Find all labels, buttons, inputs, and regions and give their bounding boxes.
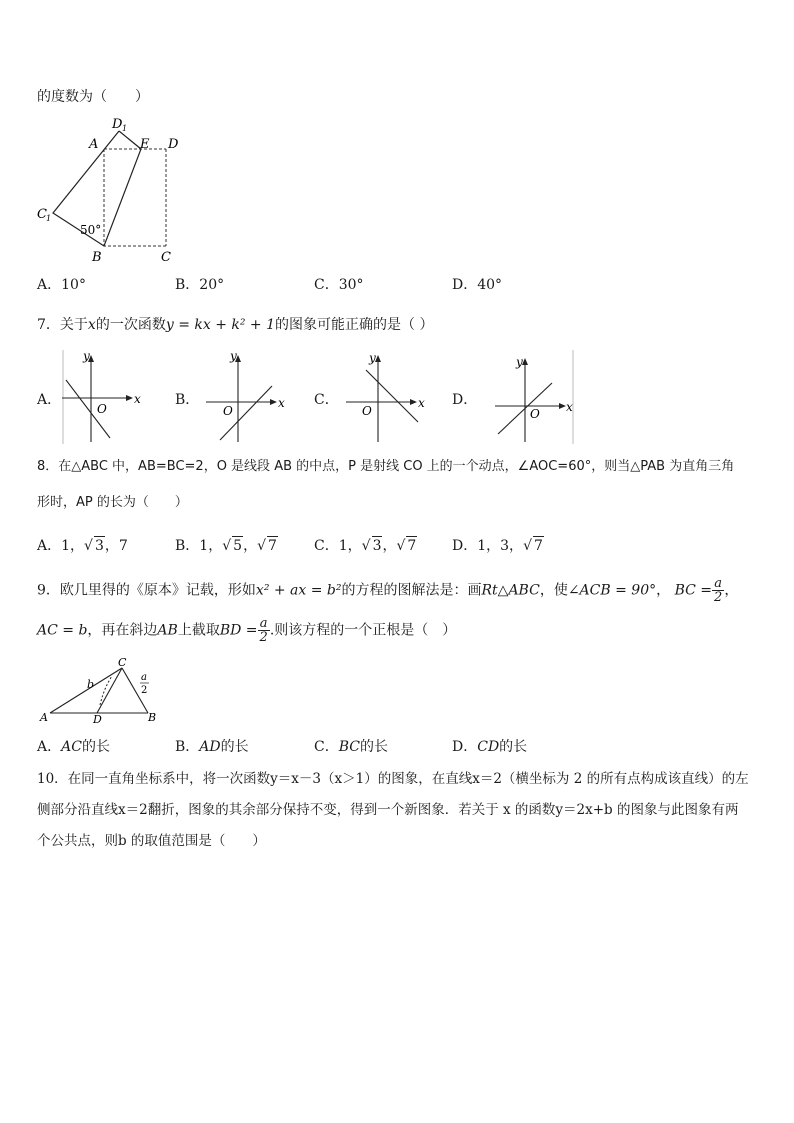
option-text: 10° [61, 277, 86, 293]
q8-option-c[interactable] [314, 536, 417, 555]
q9-option-d[interactable] [452, 738, 527, 756]
option-segment: CD [477, 739, 500, 755]
sqrt-icon: √ [361, 538, 371, 554]
option-segment: AD [199, 739, 221, 755]
label-D1: D [112, 117, 123, 132]
q8-stem-line1: 8．在△ABC 中，AB=BC=2，O 是线段 AB 的中点，P 是射线 CO 上的一个动点，∠AOC=60°，则当△PAB 为直角三角 [37, 459, 735, 474]
radicand: 7 [267, 538, 277, 554]
option-text: 的长 [499, 739, 528, 755]
option-letter: A． [37, 538, 62, 554]
option-letter: A． [37, 739, 62, 755]
option-text: 1，3， [477, 538, 524, 554]
fraction-a-over-2 [712, 577, 724, 604]
radicand: 3 [372, 538, 382, 554]
option-text: 的长 [220, 739, 249, 755]
q6-stem-tail: 的度数为（ ） [37, 89, 149, 105]
option-text: ， [382, 538, 397, 554]
option-text: 1， [338, 538, 362, 554]
fraction-a-over-2 [258, 617, 270, 644]
stem-text: ， [656, 582, 671, 599]
label-2: 2 [141, 685, 148, 696]
question-number: 7． [37, 317, 60, 333]
label-B: B [148, 711, 157, 724]
label-angle: 50° [80, 223, 102, 237]
q7-option-b[interactable]: B． [175, 392, 200, 408]
sqrt-icon: √ [257, 538, 266, 554]
label-C1-sub: 1 [46, 214, 52, 223]
label-C: C [118, 656, 127, 669]
q6-option-c[interactable] [314, 276, 364, 294]
fraction-denominator: 2 [259, 630, 268, 645]
radicand: 5 [233, 538, 243, 554]
q8-option-d[interactable] [452, 536, 544, 555]
q9-option-c[interactable] [314, 738, 388, 756]
q10-stem-line1: 10．在同一直角坐标系中，将一次函数y＝x－3（x＞1）的图象，在直线x＝2（横坐标为 2 的所有点构成该直线）的左 [37, 771, 749, 787]
q9-figure [38, 656, 168, 726]
stem-text: 上截取 [177, 622, 220, 639]
origin-label: O [97, 402, 107, 416]
axis-label-x: x [418, 396, 425, 410]
q9-option-a[interactable] [37, 738, 110, 756]
origin-label: O [530, 407, 540, 421]
q8-option-a[interactable] [37, 536, 128, 555]
option-text: ，7 [104, 538, 128, 554]
q9-stem-line1 [37, 577, 738, 604]
option-text: 1， [61, 538, 85, 554]
radicand: 3 [94, 538, 104, 554]
stem-text: 的方程的图解法是：画 [341, 582, 482, 599]
sqrt-icon: √ [523, 538, 532, 554]
option-letter: D． [452, 739, 478, 755]
sqrt-icon: √ [222, 538, 232, 554]
label-E: E [140, 137, 150, 152]
radicand: 7 [407, 538, 417, 554]
axis-label-y: y [369, 351, 376, 365]
option-letter: B． [175, 538, 200, 554]
q7-graph-c [340, 350, 430, 442]
axis-label-x: x [278, 396, 285, 410]
sqrt-icon: √ [84, 538, 93, 554]
fraction-numerator: a [712, 577, 724, 591]
math-ab: AB [157, 622, 178, 639]
math-formula: y = kx + k² + 1 [165, 317, 276, 333]
option-text: 的长 [359, 739, 388, 755]
option-letter: C． [314, 538, 339, 554]
label-D1-sub: 1 [122, 124, 128, 133]
q6-option-a[interactable] [37, 276, 86, 294]
stem-text: 9．欧几里得的《原本》记载，形如 [37, 582, 256, 599]
q6-figure [30, 112, 190, 265]
math-ac: AC = b [37, 622, 88, 639]
option-text: ， [243, 538, 258, 554]
label-D: D [168, 137, 179, 152]
q9-stem-line2 [37, 617, 456, 644]
q7-stem [37, 316, 433, 334]
stem-text: 的图象可能正确的是（ ） [275, 317, 434, 333]
q7-option-a[interactable]: A． [37, 392, 62, 408]
q6-option-b[interactable] [175, 276, 224, 294]
axis-label-y: y [83, 349, 90, 363]
math-triangle: Rt△ABC [481, 582, 540, 599]
q8-stem-line2: 形时，AP 的长为（ ） [37, 495, 188, 510]
axis-label-y: y [230, 349, 237, 363]
math-equation: x² + ax = b² [255, 582, 342, 599]
label-C1: C [37, 207, 47, 222]
option-text: 30° [338, 277, 364, 293]
axis-label-x: x [134, 392, 141, 406]
option-segment: AC [61, 739, 82, 755]
option-letter: C． [314, 739, 339, 755]
option-text: 20° [199, 277, 225, 293]
math-bd: BD = [219, 622, 258, 639]
label-C: C [161, 250, 171, 265]
q10-stem-line3: 个公共点，则b 的取值范围是（ ） [37, 833, 266, 849]
option-letter: A． [37, 277, 62, 293]
option-letter: D． [452, 538, 478, 554]
q8-option-b[interactable] [175, 536, 278, 555]
q7-graph-b [200, 350, 290, 442]
option-letter: B． [175, 739, 200, 755]
stem-text: .则该方程的一个正根是（ ） [269, 622, 457, 639]
q7-option-c[interactable]: C． [314, 392, 339, 408]
q10-stem-line2: 侧部分沿直线x＝2翻折，图象的其余部分保持不变，得到一个新图象．若关于 x 的函数y＝2x+b 的图象与此图象有两 [37, 802, 739, 818]
option-letter: D． [452, 277, 478, 293]
q7-graph-d [490, 350, 580, 442]
math-angle: ∠ACB = 90° [567, 582, 657, 599]
stem-text: 关于 [59, 317, 88, 333]
label-B: B [92, 250, 102, 265]
option-text: 1， [199, 538, 223, 554]
math-bc: BC = [674, 582, 713, 599]
stem-text: ，再在斜边 [87, 622, 158, 639]
axis-label-x: x [566, 400, 573, 414]
option-segment: BC [338, 739, 360, 755]
stem-text: ，使 [539, 582, 568, 599]
label-A: A [89, 137, 99, 152]
radicand: 7 [533, 538, 543, 554]
label-A: A [40, 711, 48, 724]
option-letter: B． [175, 277, 200, 293]
option-text: 的长 [81, 739, 110, 755]
origin-label: O [362, 404, 372, 418]
origin-label: O [223, 404, 233, 418]
q7-graph-a [60, 350, 150, 442]
q9-option-b[interactable] [175, 738, 249, 756]
fraction-numerator: a [258, 617, 270, 631]
math-var: x [87, 317, 96, 333]
q7-option-d[interactable]: D． [452, 392, 478, 408]
stem-text: ， [724, 582, 739, 599]
axis-label-y: y [516, 355, 523, 369]
sqrt-icon: √ [396, 538, 406, 554]
option-text: 40° [477, 277, 503, 293]
label-b: b [87, 678, 95, 691]
q6-option-d[interactable] [452, 276, 502, 294]
label-a: a [141, 672, 147, 683]
fraction-denominator: 2 [714, 590, 723, 605]
label-D: D [93, 713, 102, 726]
option-letter: C． [314, 277, 339, 293]
stem-text: 的一次函数 [95, 317, 166, 333]
